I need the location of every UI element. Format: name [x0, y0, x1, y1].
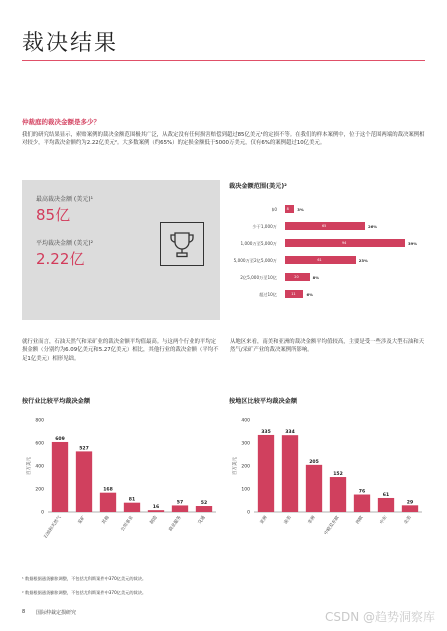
- region-category-label: 西欧: [355, 515, 365, 526]
- industry-bar: [172, 505, 188, 512]
- industry-chart-title: 按行业比较平均裁决金额: [22, 398, 91, 405]
- region-bar: [402, 505, 418, 512]
- range-bar-percent: 6%: [306, 292, 313, 297]
- region-bar-value: 61: [382, 492, 390, 498]
- range-bar: [285, 290, 303, 298]
- industry-category-label: 石油和天然气: [43, 515, 63, 540]
- industry-bar: [52, 442, 68, 512]
- region-category-label: 中欧及东欧: [323, 515, 341, 537]
- region-bar: [258, 435, 274, 512]
- page-number: 8: [22, 609, 26, 615]
- region-paragraph: 从地区来看，南美和亚洲的裁决金额平均值较高，主要是受一些涉及大型石油和天然气/采矿产业的裁决案例所影响。: [230, 339, 425, 354]
- region-bar-value: 152: [333, 472, 343, 478]
- intro-paragraph: 我们的研究结果显示，索赔案例的裁决金额范围极其广泛，从裁定没有任何损害赔偿到超过85亿美元¹的定损不等。在我们的样本案例中，位于这个范围两端的裁决案例相对较少，平均裁决金额约为2.22亿美元²。大多数案例（约65%）的定损金额低于5000万美元，仅有6%的案例超过10亿美元。: [22, 132, 425, 147]
- region-bar-value: 205: [309, 459, 319, 465]
- range-bar-count: 8: [286, 206, 289, 211]
- range-chart: [225, 197, 430, 322]
- region-bar-value: 334: [285, 430, 295, 436]
- range-category-label: $0: [271, 206, 277, 212]
- industry-bar-value: 168: [103, 487, 113, 493]
- industry-y-tick-label: 800: [35, 418, 44, 424]
- region-category-label: 北美: [403, 515, 413, 526]
- region-category-label: 亚洲: [259, 515, 269, 526]
- region-y-tick-label: 100: [241, 487, 250, 493]
- industry-bar-value: 81: [128, 497, 136, 503]
- range-bar: [285, 239, 405, 247]
- industry-paragraph: 就行业而言，石油天然气和采矿业的裁决金额平均值最高。与这两个行业的平均定损金额（分别约为6.09亿美元和5.27亿美元）相比，其他行业的裁决金额（平均不足1亿美元）相形见绌。: [22, 339, 219, 362]
- range-category-label: 5,000万至2亿5,000万: [233, 257, 277, 263]
- range-bar-count: 20: [294, 274, 299, 279]
- range-chart-title: 裁决金额范围(美元)²: [229, 183, 287, 190]
- region-chart-title: 按地区比较平均裁决金额: [229, 398, 298, 405]
- max-award-value: 85亿: [36, 206, 71, 224]
- industry-bar: [196, 506, 212, 512]
- industry-bar: [100, 493, 116, 512]
- region-bar-value: 29: [406, 500, 414, 506]
- region-bar: [306, 465, 322, 512]
- region-bar: [354, 495, 370, 512]
- industry-y-axis-label: 百万美元: [27, 457, 32, 475]
- industry-category-label: 制造: [149, 515, 159, 526]
- industry-bar-value: 16: [152, 505, 160, 511]
- industry-bar: [76, 451, 92, 512]
- max-award-label: 最高裁决金额 (美元)¹: [36, 196, 93, 203]
- industry-bar-chart: [22, 410, 222, 555]
- title-divider: [22, 60, 425, 61]
- range-bar: [285, 222, 365, 230]
- range-category-label: 1,000万至5,000万: [240, 240, 277, 246]
- region-category-label: 中东: [379, 515, 389, 526]
- footnote-2: ² 数据根据通货膨胀调整，不包括尤科斯案件中370亿美元的裁决。: [22, 590, 147, 595]
- range-bar-count: 94: [342, 240, 347, 245]
- range-bar-count: 65: [322, 223, 327, 228]
- region-bar-value: 335: [261, 429, 271, 435]
- footnote-1: ¹ 数据根据通货膨胀调整，不包括尤科斯案件中370亿美元的裁决。: [22, 576, 147, 581]
- industry-category-label: 公用事业: [120, 515, 135, 533]
- industry-category-label: 其他: [101, 515, 111, 526]
- range-bar-percent: 8%: [312, 275, 320, 280]
- industry-bar-value: 52: [200, 501, 208, 507]
- page-title: 裁决结果: [22, 31, 119, 56]
- industry-y-tick-label: 400: [35, 464, 44, 470]
- range-bar-percent: 26%: [368, 224, 378, 229]
- region-bar: [378, 498, 394, 512]
- region-bar-chart: [228, 410, 428, 555]
- range-bar-count: 61: [317, 257, 322, 262]
- range-bar: [285, 205, 294, 213]
- range-bar-percent: 3%: [297, 207, 304, 212]
- range-category-label: 少于1,000万: [252, 223, 277, 229]
- avg-award-label: 平均裁决金额 (美元)²: [36, 240, 93, 247]
- region-category-label: 南美: [283, 515, 293, 526]
- industry-y-tick-label: 0: [41, 510, 44, 516]
- industry-bar: [148, 510, 164, 512]
- industry-category-label: 采矿: [77, 515, 87, 526]
- range-category-label: 2亿5,000万至10亿: [240, 274, 277, 280]
- industry-bar-value: 609: [55, 436, 65, 442]
- trophy-icon: [160, 222, 204, 266]
- industry-category-label: 交通: [197, 515, 207, 526]
- industry-category-label: 商业服务: [168, 515, 183, 533]
- industry-bar-value: 57: [176, 500, 184, 506]
- range-bar-count: 11: [291, 291, 296, 296]
- region-y-tick-label: 0: [247, 510, 250, 516]
- watermark: CSDN @趋势洞察库: [324, 610, 435, 624]
- industry-bar-value: 527: [79, 446, 89, 452]
- region-y-tick-label: 400: [241, 418, 250, 424]
- industry-y-tick-label: 200: [35, 487, 44, 493]
- footer-title: 国际仲裁定损研究: [36, 610, 77, 616]
- region-bar: [330, 477, 346, 512]
- avg-award-value: 2.22亿: [36, 250, 85, 268]
- region-y-tick-label: 300: [241, 441, 250, 447]
- region-bar: [282, 435, 298, 512]
- industry-bar: [124, 503, 140, 512]
- range-bar-percent: 23%: [358, 258, 368, 263]
- range-bar: [285, 273, 310, 281]
- industry-y-tick-label: 600: [35, 441, 44, 447]
- region-y-tick-label: 200: [241, 464, 250, 470]
- region-bar-value: 76: [358, 489, 366, 495]
- range-bar: [285, 256, 356, 264]
- region-y-axis-label: 百万美元: [233, 457, 238, 475]
- section-question: 仲裁庭的裁决金额是多少？: [22, 118, 100, 126]
- region-category-label: 非洲: [307, 515, 317, 526]
- range-category-label: 超过10亿: [259, 291, 277, 297]
- range-bar-percent: 39%: [408, 241, 418, 246]
